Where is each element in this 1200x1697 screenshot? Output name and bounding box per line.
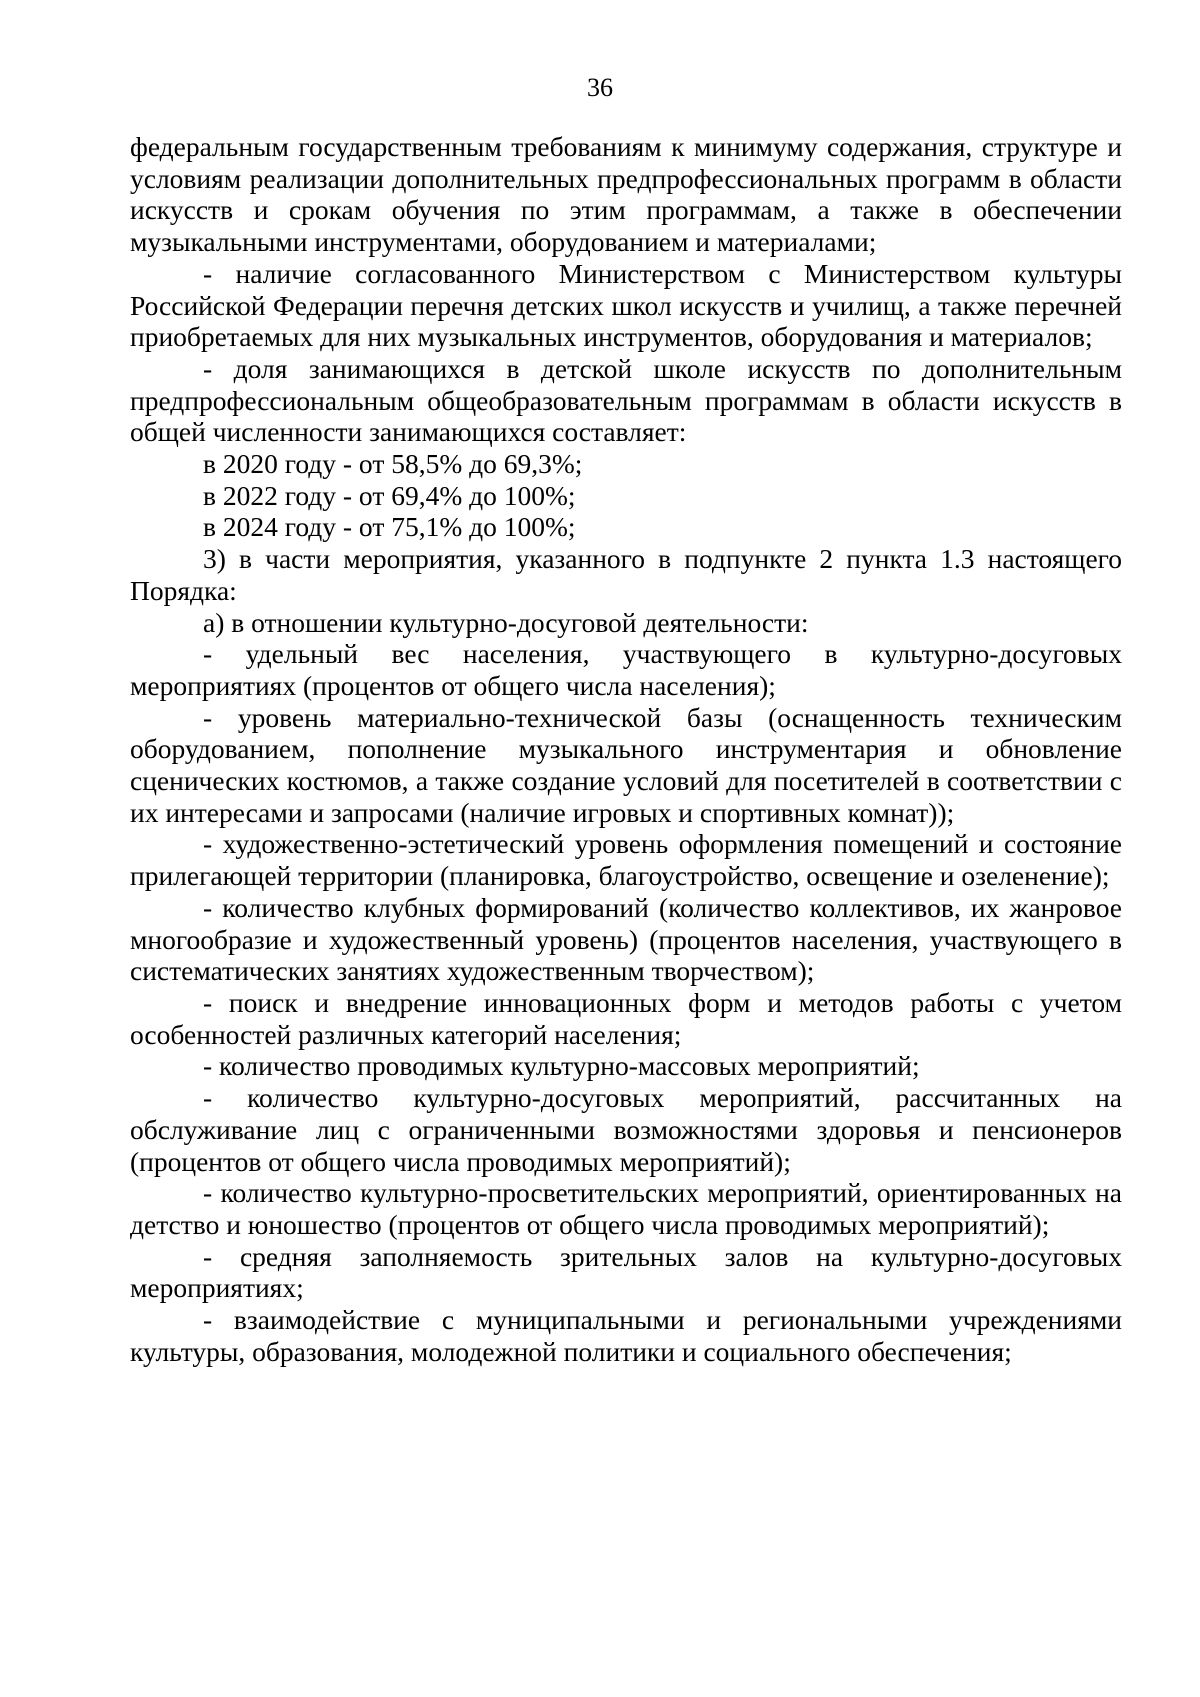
paragraph: - уровень материально-технической базы (оснащенность техническим оборудованием, пополнение музыкального инструментария и обновление сценических костюмов, а также создание условий для посетителей в соответствии с их интересами и запросами (наличие игровых и спортивных комнат)); [130, 701, 1122, 828]
paragraph: - взаимодействие с муниципальными и региональными учреждениями культуры, образования, молодежной политики и социального обеспечения; [130, 1304, 1122, 1367]
paragraph: - количество проводимых культурно-массовых мероприятий; [203, 1050, 920, 1082]
document-body [130, 131, 1122, 1367]
paragraph: - поиск и внедрение инновационных форм и методов работы с учетом особенностей различных категорий населения; [130, 986, 1122, 1050]
paragraph: - наличие согласованного Министерством с Министерством культуры Российской Федерации перечня детских школ искусств и училищ, а также перечней приобретаемых для них музыкальных инструментов, оборудования и материалов; [130, 257, 1122, 353]
paragraph: - художественно-эстетический уровень оформления помещений и состояние прилегающей территории (планировка, благоустройство, освещение и озеленение); [130, 828, 1122, 892]
paragraph: - количество культурно-просветительских мероприятий, ориентированных на детство и юношество (процентов от общего числа проводимых мероприятий); [130, 1177, 1122, 1240]
paragraph: в 2022 году - от 69,4% до 100%; [203, 479, 576, 511]
paragraph: 3) в части мероприятия, указанного в подпункте 2 пункта 1.3 настоящего Порядка: [130, 543, 1122, 606]
paragraph: а) в отношении культурно-досуговой деятельности: [203, 606, 809, 638]
paragraph: в 2024 году - от 75,1% до 100%; [203, 511, 576, 543]
paragraph: - количество клубных формирований (количество коллективов, их жанровое многообразие и художественный уровень) (процентов населения, участвующего в систематических занятиях художественным творчеством); [130, 891, 1122, 987]
page-number: 36 [587, 73, 613, 102]
paragraph: - количество культурно-досуговых мероприятий, рассчитанных на обслуживание лиц с ограниченными возможностями здоровья и пенсионеров (процентов от общего числа проводимых мероприятий); [130, 1082, 1122, 1177]
paragraph: - средняя заполняемость зрительных залов на культурно-досуговых мероприятиях; [130, 1240, 1122, 1304]
paragraph: - доля занимающихся в детской школе искусств по дополнительным предпрофессиональным общеобразовательным программам в области искусств в общей численности занимающихся составляет: [130, 352, 1122, 448]
paragraph: - удельный вес населения, участвующего в культурно-досуговых мероприятиях (процентов от общего числа населения); [130, 638, 1122, 701]
paragraph: в 2020 году - от 58,5% до 69,3%; [203, 448, 583, 480]
paragraph: федеральным государственным требованиям к минимуму содержания, структуре и условиям реализации дополнительных предпрофессиональных программ в области искусств и срокам обучения по этим программам, а также в обеспечении музыкальными инструментами, оборудованием и материалами; [130, 131, 1122, 258]
